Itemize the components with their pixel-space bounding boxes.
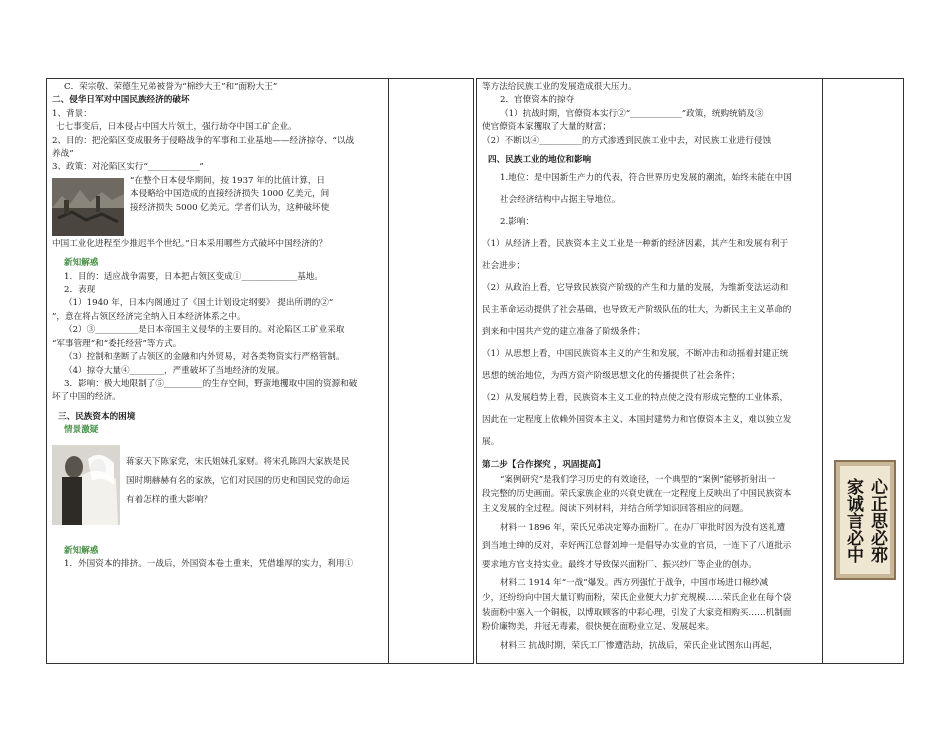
case-line: 段完整的历史画面。荣氏家族企业的兴衰史就在一定程度上反映出了中国民族资本 xyxy=(482,489,792,500)
nk-line: （2）③__________是日本帝国主义侵华的主要目的。对沦陷区工矿业采取 xyxy=(64,325,345,336)
right-table-divider xyxy=(822,78,823,664)
foreign-capital-line: 1．外国资本的排挤。一战后，外国资本卷土重来，凭借雄厚的实力，利用① xyxy=(64,558,354,569)
right-line: 使官僚资本家攫取了大量的财富； xyxy=(482,122,611,133)
nk-line: 1．目的：适应战争需要，日本把占领区变成①_____________基地。 xyxy=(64,271,323,282)
calligraphy-col-right xyxy=(864,466,890,574)
section-2-title: 二、侵华日军对中国民族经济的破坏 xyxy=(52,95,190,106)
new-knowledge-heading-2: 新知解惑 xyxy=(64,545,99,556)
status-line: 1.地位：是中国新生产力的代表，符合世界历史发展的潮流，始终未能在中国 xyxy=(500,173,792,184)
calligraphy-plaque xyxy=(834,460,896,580)
impact-line: 民主革命运动提供了社会基础，也导致无产阶级队伍的壮大，为新民主主义革命的 xyxy=(482,305,792,316)
calligraphy-col-left xyxy=(840,466,866,574)
quote-tail: 中国工业化进程至少推迟半个世纪。”日本采用哪些方式破坏中国经济的？ xyxy=(52,238,328,249)
scene-heading: 情景激疑 xyxy=(64,425,99,436)
nk-line: （3）控制和垄断了占领区的金融和内外贸易，对各类物资实行严格管制。 xyxy=(64,352,345,363)
right-line: 2．官僚资本的掠夺 xyxy=(500,95,575,106)
calligraphy-text-right: 心正思必邪 xyxy=(867,477,887,563)
nk-line: 2．表现 xyxy=(64,285,96,296)
purpose-text: 2、目的：把沦陷区变成服务于侵略战争的军事和工业基地——经济掠夺、“以战 xyxy=(52,135,355,146)
calligraphy-text-left: 家诚言必中 xyxy=(843,477,863,563)
impact-line: 展。 xyxy=(482,437,500,448)
right-column xyxy=(482,81,818,653)
status-line: 社会经济结构中占据主导地位。 xyxy=(500,195,621,206)
material-1: 材料一 1896 年，荣氏兄弟决定筹办面粉厂。在办厂审批时因为没有送礼遭 xyxy=(500,522,786,533)
material-1-cont: 到当地士绅的反对，幸好两江总督刘坤一是倡导办实业的官员，一连下了八道批示 xyxy=(482,541,792,552)
nk-line: “军事管理”和“委托经营”等方式。 xyxy=(52,338,182,349)
right-line: （1）抗战时期，官僚资本实行②“____________”政策，统购统销及③ xyxy=(500,108,764,119)
option-c: C．荣宗敬、荣德生兄弟被誉为“棉纱大王”和“面粉大王” xyxy=(64,82,278,92)
impact-line: 因此在一定程度上依赖外国资本主义、本国封建势力和官僚资本主义，难以独立发 xyxy=(482,415,792,426)
background-text: 七七事变后，日本侵占中国大片领土，强行劫夺中国工矿企业。 xyxy=(56,122,297,133)
step-2-title: 第二步【合作探究 ，巩固提高】 xyxy=(482,460,606,471)
right-line: （2）不断以④__________的方式渗透到民族工业中去，对民族工业进行侵蚀 xyxy=(482,135,772,146)
case-line: “案例研究”是我们学习历史的有效途径，一个典型的“案例”能够折射出一 xyxy=(500,474,776,485)
impact-line: （1）从思想上看，中国民族资本主义的产生和发展，不断冲击和动摇着封建正统 xyxy=(482,349,789,360)
left-column xyxy=(52,81,384,571)
quote-line-2: 本侵略给中国造成的直接经济损失 1000 亿美元，间 xyxy=(130,189,330,200)
material-2: 材料二 1914 年“一战”爆发。西方列强忙于战争，中国市场进口棉纱减 xyxy=(500,578,769,589)
impact-line: （2）从政治上看，它导致民族资产阶级的产生和力量的发展，为维新变法运动和 xyxy=(482,283,789,294)
nk-line: 3．影响：极大地限制了⑤_________的生存空间，野蛮地攫取中国的资源和破 xyxy=(64,378,358,389)
material-1-cont: 要求地方官支持实业。最终才导致保兴面粉厂、振兴纱厂等企业的创办。 xyxy=(482,559,758,570)
impact-line: 2.影响： xyxy=(500,217,534,228)
impact-line: 社会进步； xyxy=(482,261,525,272)
scene-line: 国时期赫赫有名的家族，它们对民国的历史和国民党的命运 xyxy=(126,475,350,486)
material-2-cont: 装面粉中塞入一个铜板，以博取顾客的中彩心理，引发了大家竞相购买……机制面 xyxy=(482,607,792,618)
left-table-divider xyxy=(388,78,389,664)
wedding-portrait-photo xyxy=(52,445,120,525)
impact-line: （2）从发展趋势上看，民族资本主义工业的特点使之没有形成完整的工业体系， xyxy=(482,393,789,404)
material-2-cont: 少，还纷纷向中国大量订购面粉，荣氏企业便大力扩充规模……荣氏企业在每个袋 xyxy=(482,593,792,603)
material-2-cont: 粉价廉物美，并冠无毒素，很快便在面粉业立足、发展起来。 xyxy=(482,622,715,633)
section-3-title: 三、民族资本的困境 xyxy=(58,411,136,422)
purpose-text-cont: 养战” xyxy=(52,149,74,160)
new-knowledge-heading: 新知解惑 xyxy=(64,258,99,269)
impact-line: 到来和中国共产党的建立准备了阶级条件； xyxy=(482,327,646,338)
scene-block xyxy=(52,442,384,527)
case-line: 主义发展的全过程。阅读下列材料，并结合所学知识回答相应的问题。 xyxy=(482,504,749,515)
material-3: 材料三 抗战时期，荣氏工厂惨遭浩劫，抗战后，荣氏企业试图东山再起， xyxy=(500,640,778,651)
nk-line: （1）1940 年，日本内阁通过了《国土计划设定纲要》 提出所谓的②“ xyxy=(64,298,334,309)
nk-line: 坏了中国的经济。 xyxy=(52,392,121,403)
policy-text: 3、政策：对沦陷区实行“____________” xyxy=(52,162,204,173)
right-line: 等方法给民族工业的发展造成很大压力。 xyxy=(482,82,637,92)
factory-ruins-photo xyxy=(52,178,124,236)
scene-line: 有着怎样的重大影响？ xyxy=(126,495,212,506)
nk-line: ”，意在将占领区经济完全纳入日本经济体系之中。 xyxy=(52,311,246,322)
nk-line: （4）掠夺大量④________，严重破坏了当地经济的发展。 xyxy=(64,365,285,376)
quote-line-3: 接经济损失 5000 亿美元。学者们认为，这种破坏使 xyxy=(130,202,330,213)
section-4-title: 四、民族工业的地位和影响 xyxy=(488,155,592,166)
impact-line: 思想的统治地位，为西方资产阶级思想文化的传播提供了社会条件； xyxy=(482,371,740,382)
quote-block xyxy=(52,175,384,238)
background-label: 1、背景： xyxy=(52,108,92,119)
quote-line-1: “在整个日本侵华期间，按 1937 年的比值计算，日 xyxy=(130,175,326,186)
impact-line: （1）从经济上看，民族资本主义工业是一种新的经济因素，其产生和发展有利于 xyxy=(482,239,789,250)
scene-line: 蒋家天下陈家党，宋氏姐妹孔家财。将宋孔陈四大家族是民 xyxy=(126,456,350,467)
